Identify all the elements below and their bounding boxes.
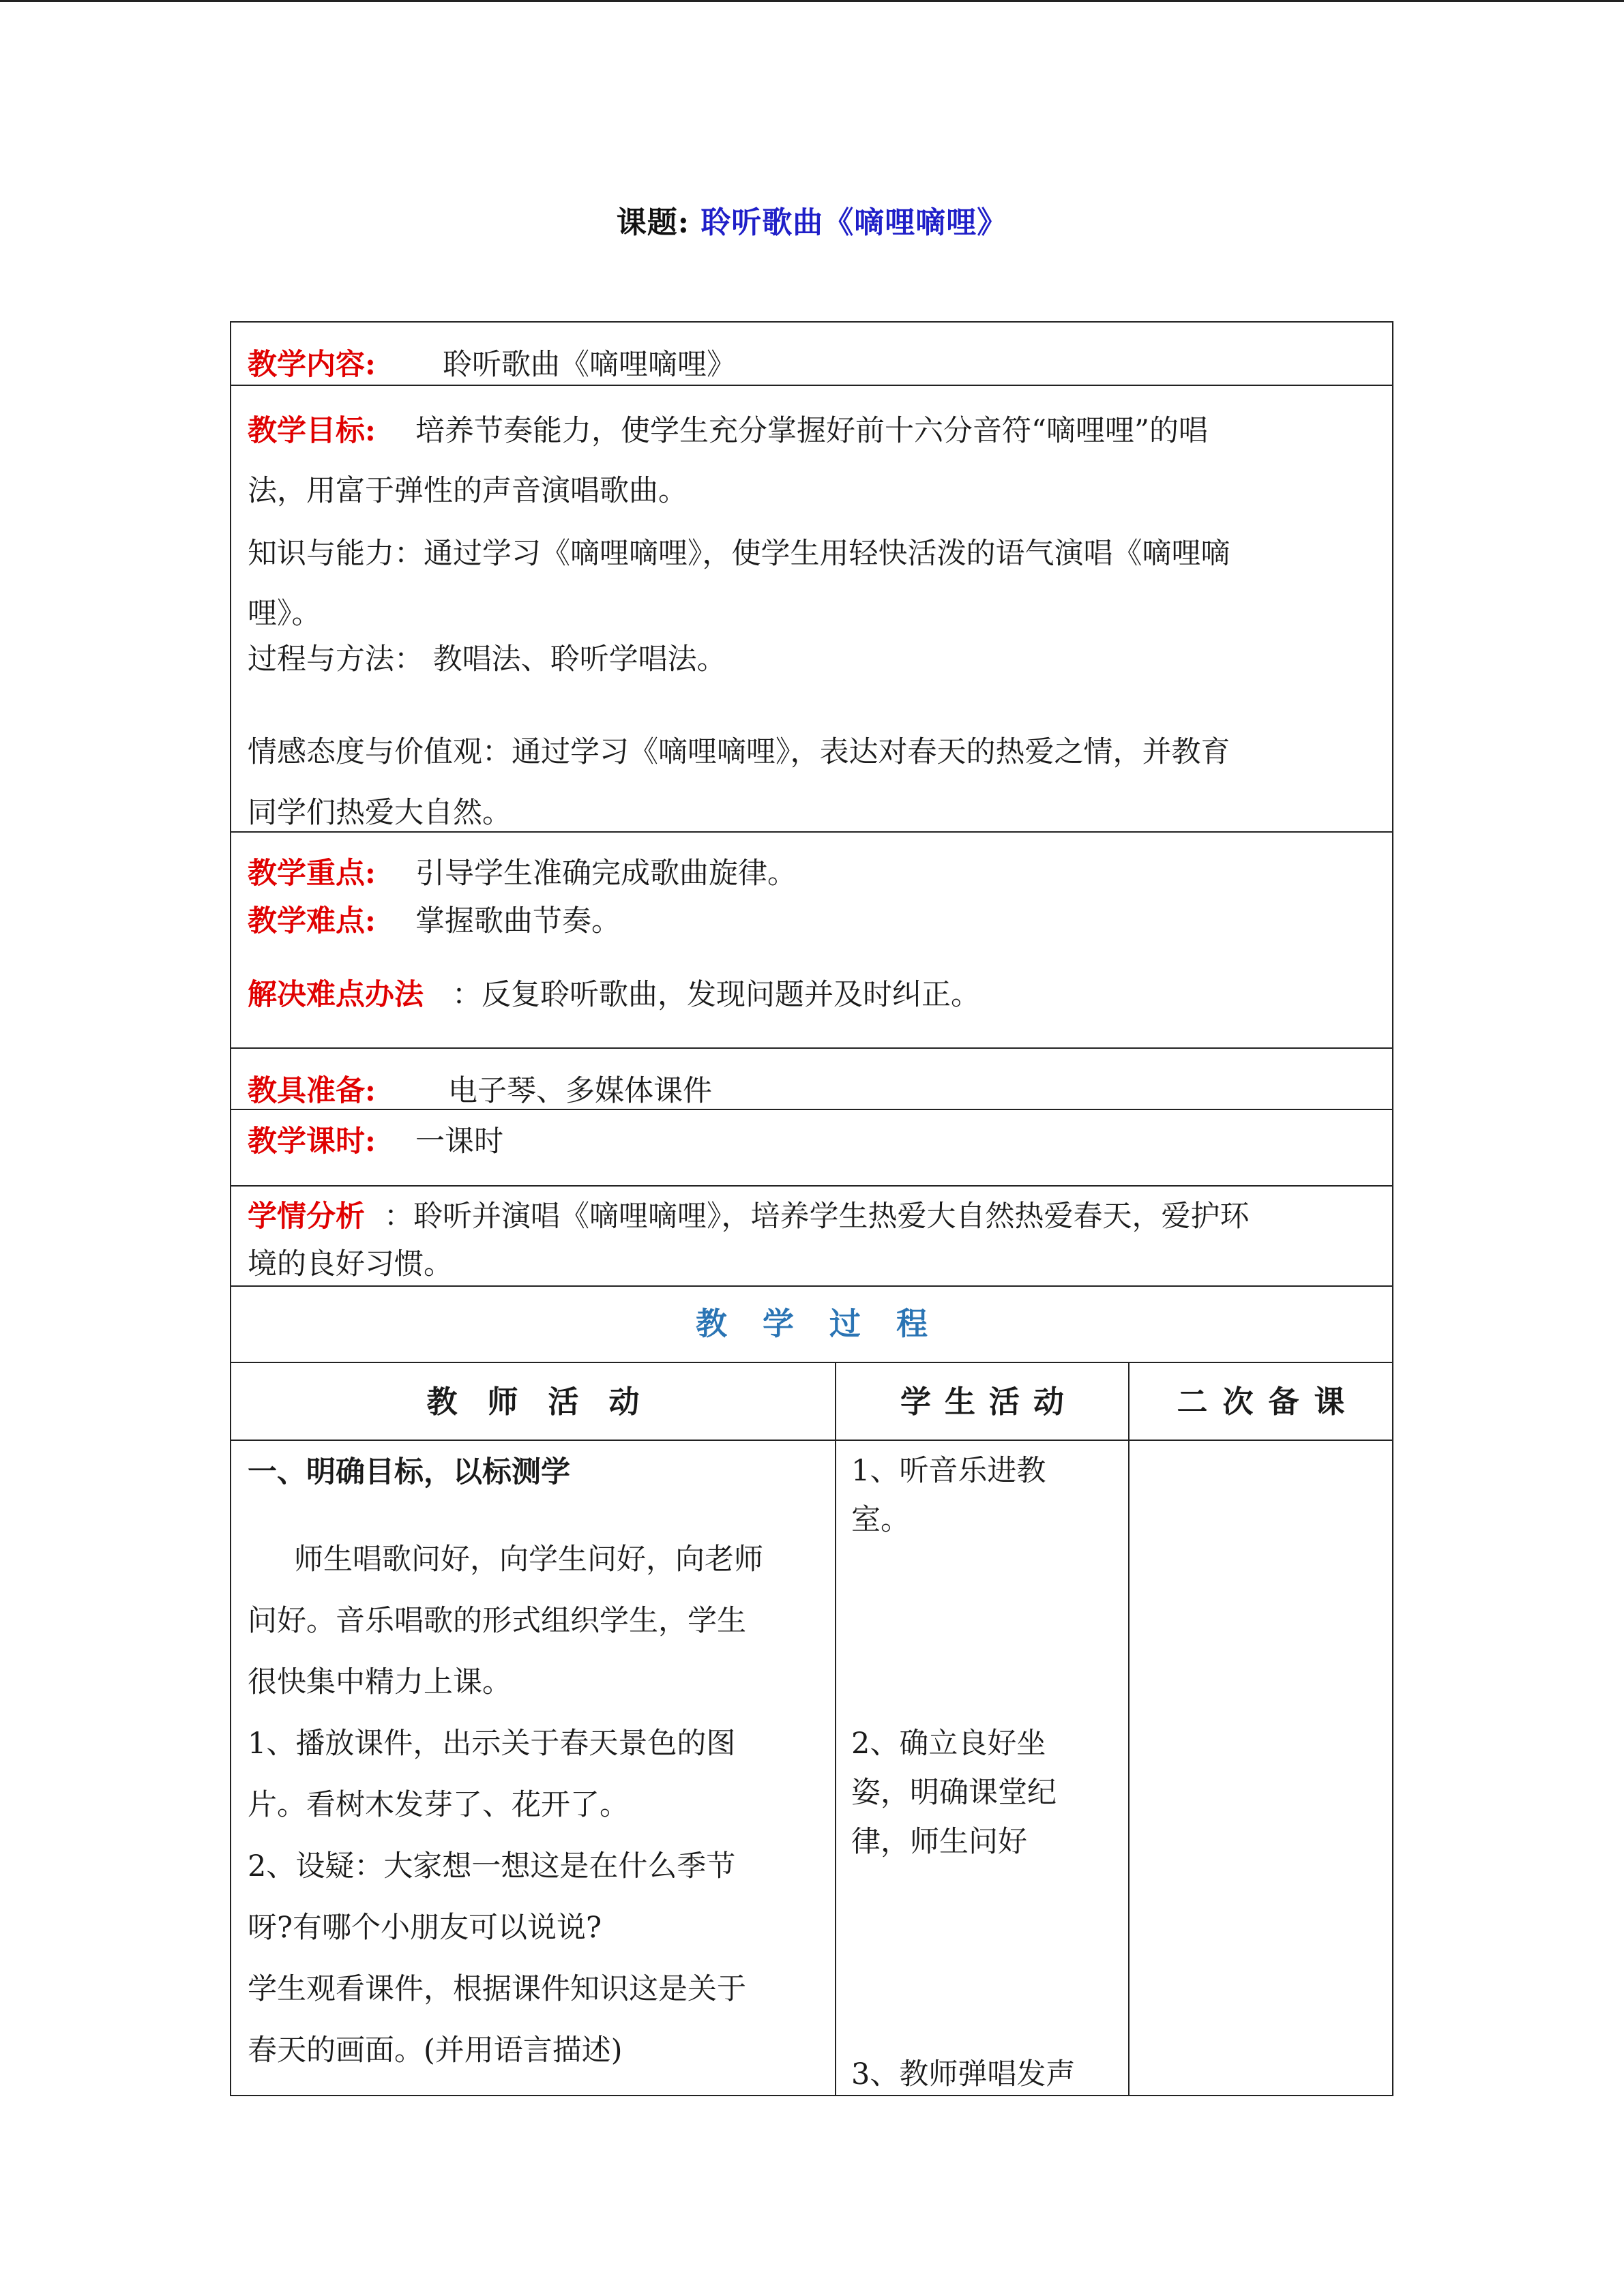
- knowledge-line-2: 哩》。: [248, 597, 321, 631]
- top-rule: [0, 0, 1624, 2]
- student-text-2b: 姿，明确课堂纪: [851, 1776, 1057, 1810]
- header-second-cell: [1130, 1363, 1392, 1440]
- student-text-3: 3、教师弹唱发声: [851, 2057, 1076, 2091]
- teacher-section-heading: 一、明确目标，以标测学: [248, 1455, 570, 1489]
- page-title: [0, 198, 1624, 241]
- hours-label: 教学课时:: [248, 1124, 376, 1159]
- analysis-line-1: ：聆听并演唱《嘀哩嘀哩》，培养学生热爱大自然热爱春天，爱护环: [384, 1199, 1250, 1234]
- focus-label: 教学重点:: [248, 856, 376, 891]
- analysis-line-2: 境的良好习惯。: [248, 1247, 453, 1281]
- header-teacher: 教师活动: [426, 1384, 670, 1420]
- student-text-1a: 1、听音乐进教: [851, 1454, 1046, 1488]
- teacher-text-5: 片。看树木发芽了、花开了。: [248, 1788, 629, 1822]
- process-title: 教学过程: [696, 1305, 963, 1342]
- teacher-text-2: 问好。音乐唱歌的形式组织学生，学生: [248, 1604, 746, 1638]
- student-text-2c: 律，师生问好: [851, 1825, 1027, 1859]
- student-text-2a: 2、确立良好坐: [851, 1727, 1046, 1761]
- student-activity-cell: [836, 1441, 1130, 2095]
- analysis-row: [230, 1187, 1393, 1287]
- teacher-text-1: 师生唱歌问好，向学生问好，向老师: [294, 1542, 763, 1577]
- teacher-text-6: 2、设疑：大家想一想这是在什么季节: [248, 1849, 736, 1883]
- header-second: 二次备课: [1177, 1384, 1360, 1420]
- teacher-text-4: 1、播放课件，出示关于春天景色的图: [248, 1727, 736, 1761]
- tools-label: 教具准备:: [248, 1074, 376, 1108]
- goals-line-1: 培养节奏能力，使学生充分掌握好前十六分音符“嘀哩哩”的唱: [415, 414, 1208, 448]
- teacher-activity-cell: [231, 1441, 836, 2095]
- process-line: 过程与方法： 教唱法、聆听学唱法。: [248, 642, 726, 676]
- emotion-line-2: 同学们热爱大自然。: [248, 796, 512, 830]
- column-header-row: [230, 1363, 1393, 1441]
- difficulty-value: 掌握歌曲节奏。: [415, 904, 621, 938]
- lesson-plan-table: [230, 321, 1393, 2096]
- teacher-text-8: 学生观看课件，根据课件知识这是关于: [248, 1972, 746, 2006]
- goals-row: [230, 386, 1393, 833]
- second-prep-cell: [1130, 1441, 1392, 2095]
- teacher-text-3: 很快集中精力上课。: [248, 1665, 512, 1699]
- goals-line-2: 法，用富于弹性的声音演唱歌曲。: [248, 474, 688, 508]
- header-student-cell: [836, 1363, 1130, 1440]
- content-row: [230, 323, 1393, 386]
- emotion-line-1: 情感态度与价值观：通过学习《嘀哩嘀哩》，表达对春天的热爱之情，并教育: [248, 735, 1230, 769]
- content-label: 教学内容:: [248, 348, 376, 382]
- title-value: 聆听歌曲《嘀哩嘀哩》: [700, 205, 1008, 240]
- solution-value: ：反复聆听歌曲，发现问题并及时纠正。: [452, 978, 980, 1012]
- hours-value: 一课时: [415, 1124, 503, 1159]
- solution-label: 解决难点办法: [248, 978, 424, 1012]
- goals-label: 教学目标:: [248, 414, 376, 448]
- activity-row: [230, 1441, 1393, 2096]
- difficulty-label: 教学难点:: [248, 904, 376, 938]
- tools-value: 电子琴、多媒体课件: [448, 1074, 712, 1108]
- tools-row: [230, 1049, 1393, 1110]
- title-label: 课题:: [616, 205, 690, 240]
- knowledge-line-1: 知识与能力：通过学习《嘀哩嘀哩》，使学生用轻快活泼的语气演唱《嘀哩嘀: [248, 537, 1230, 571]
- header-teacher-cell: [231, 1363, 836, 1440]
- keypoints-row: [230, 833, 1393, 1049]
- focus-value: 引导学生准确完成歌曲旋律。: [415, 856, 797, 891]
- hours-row: [230, 1110, 1393, 1187]
- teacher-text-7: 呀?有哪个小朋友可以说说?: [248, 1911, 602, 1945]
- teacher-text-9: 春天的画面。(并用语言描述): [248, 2033, 623, 2068]
- student-text-1b: 室。: [851, 1503, 910, 1537]
- process-title-row: [230, 1287, 1393, 1363]
- header-student: 学生活动: [900, 1384, 1078, 1420]
- analysis-label: 学情分析: [248, 1199, 365, 1234]
- content-value: 聆听歌曲《嘀哩嘀哩》: [443, 348, 736, 382]
